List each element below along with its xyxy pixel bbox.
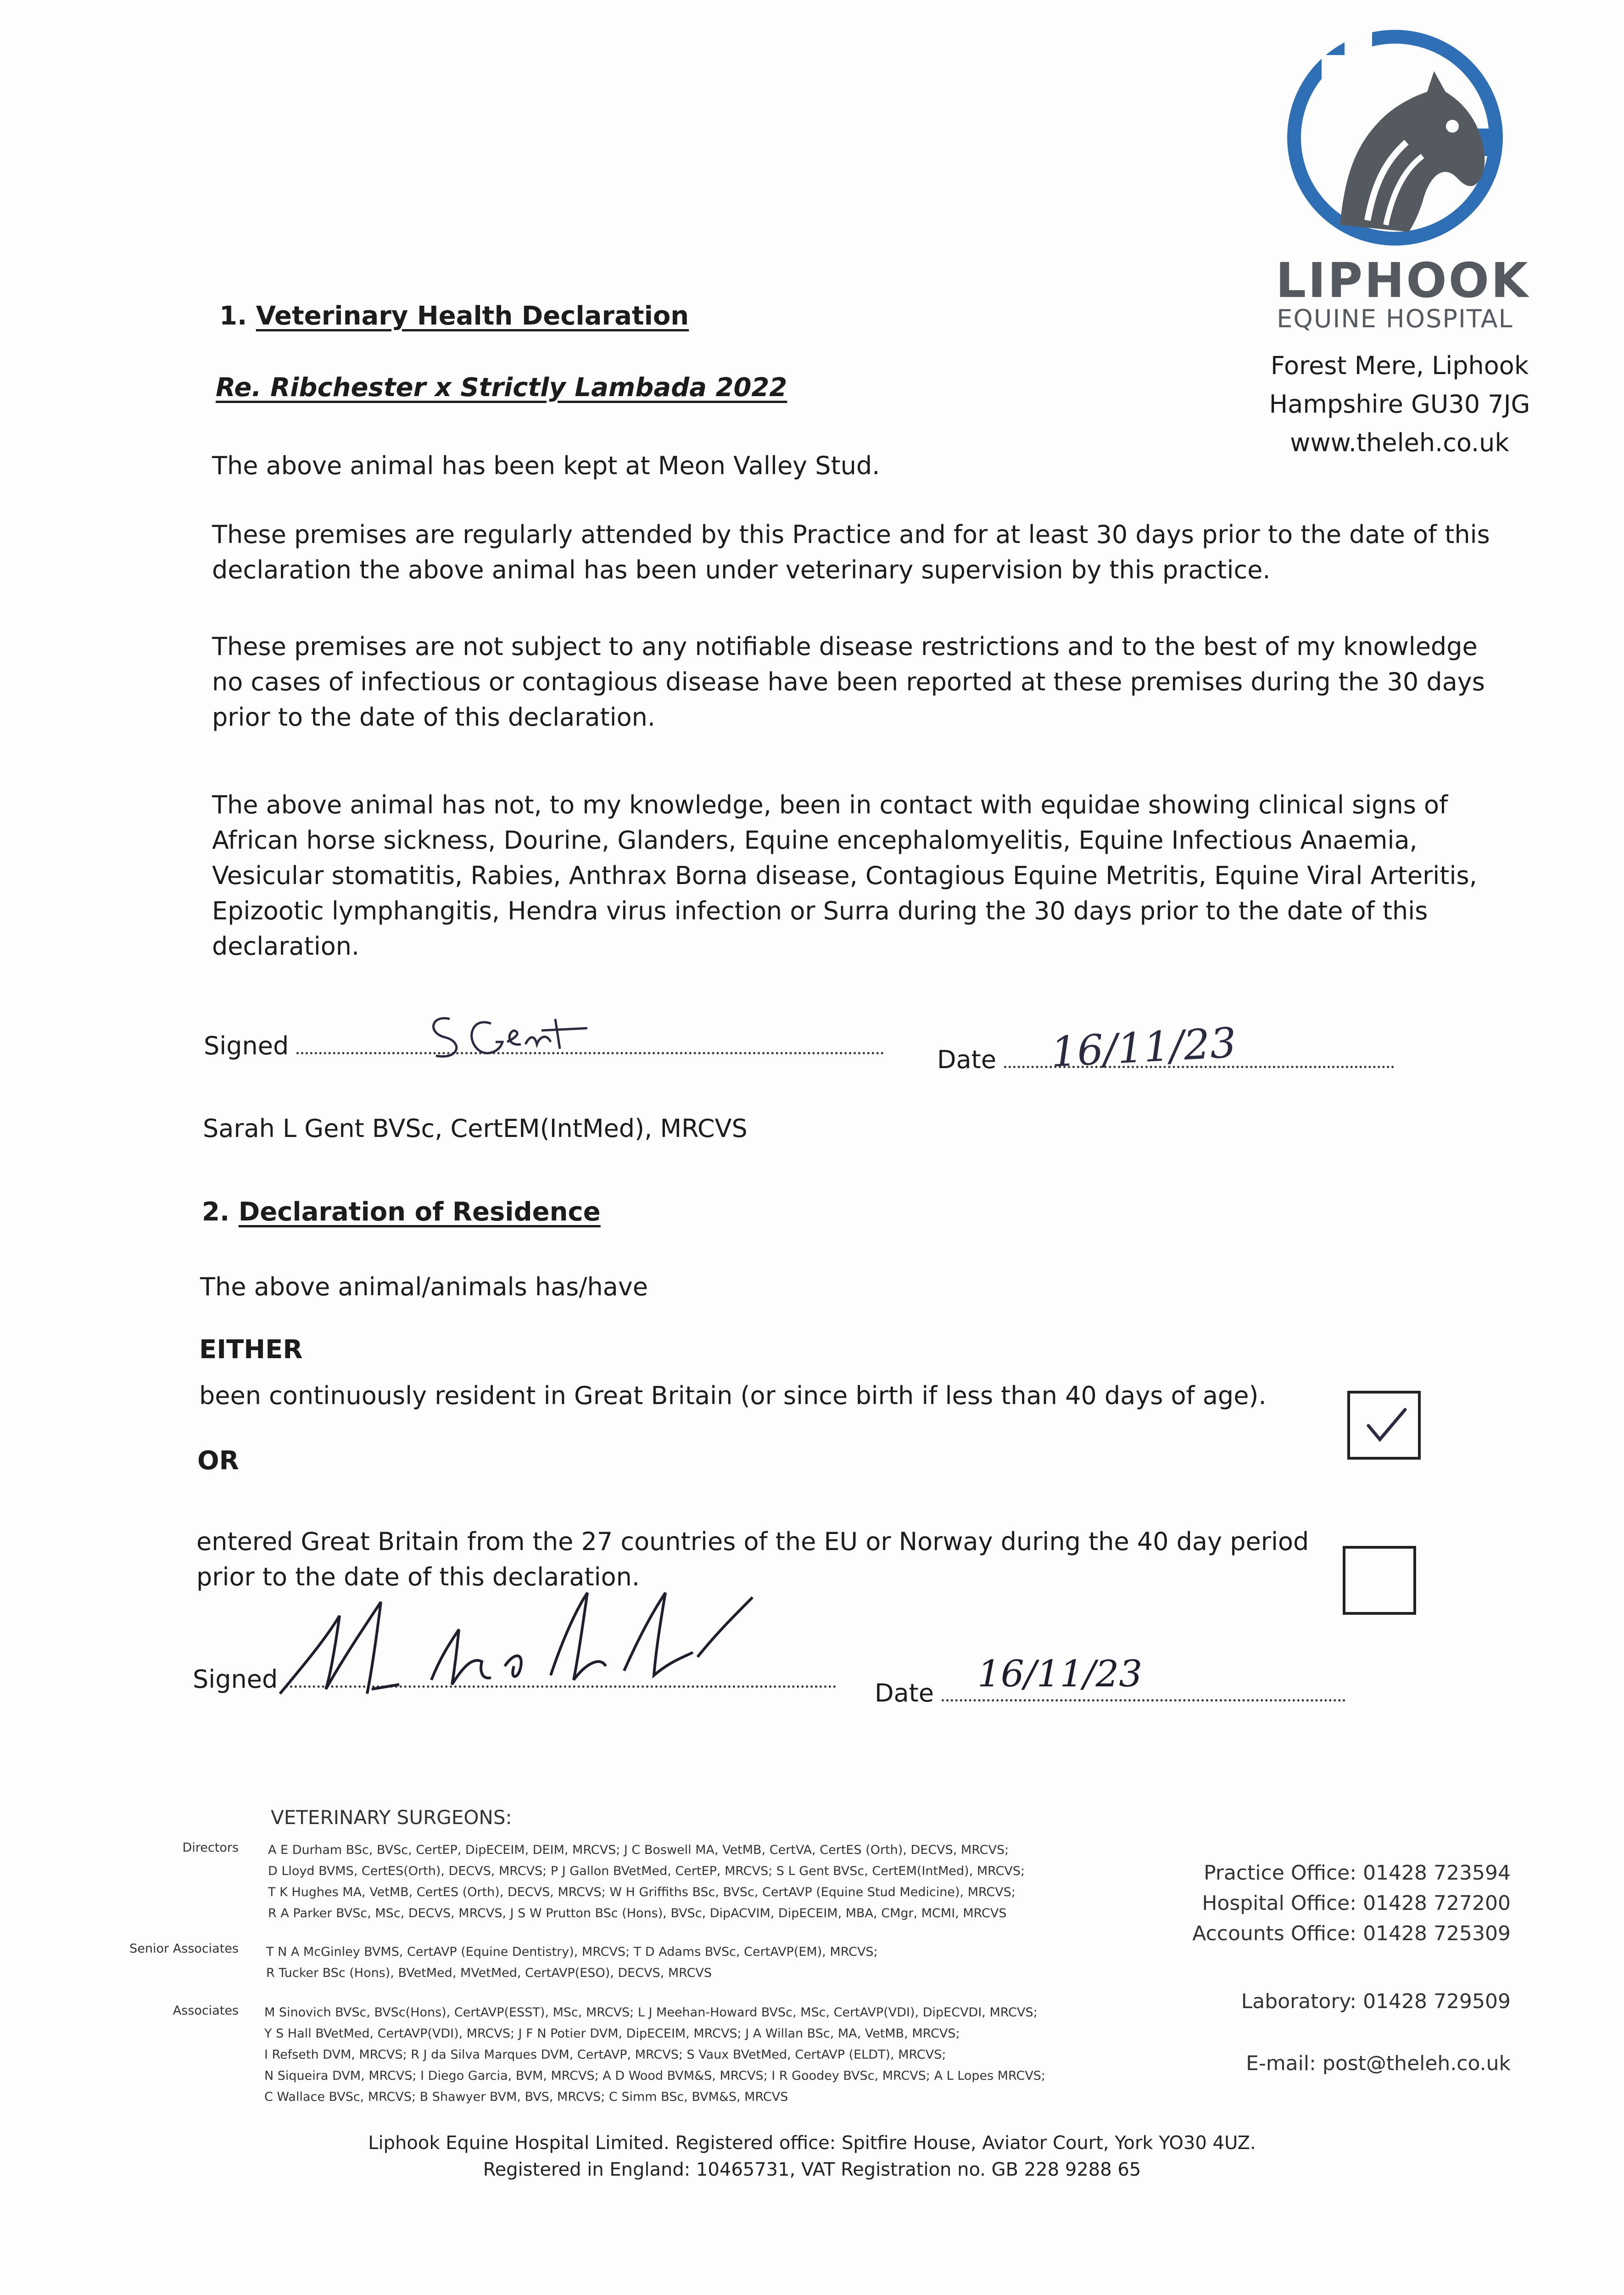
directors-label: Directors [182, 1841, 239, 1855]
section-2-heading [202, 1197, 601, 1227]
company-line-1: Liphook Equine Hospital Limited. Registered office: Spitfire House, Aviator Court, York YO30 4UZ. [368, 2133, 1256, 2154]
option-entered-from-eu: entered Great Britain from the 27 countries of the EU or Norway during the 40 day period prior to the date of this declaration. [196, 1527, 1309, 1591]
date-label: Date [937, 1045, 997, 1074]
or-label: OR [197, 1446, 239, 1476]
section-title: Veterinary Health Declaration [256, 301, 689, 331]
accounts-office: Accounts Office: 01428 725309 [1192, 1922, 1511, 1945]
paragraph-supervision: These premises are regularly attended by this Practice and for at least 30 days prior to the date of this declaration the above animal has been under veterinary supervision by this practice. [212, 520, 1490, 584]
vet-name: Sarah L Gent BVSc, CertEM(IntMed), MRCVS [203, 1114, 748, 1143]
associates-line: C Wallace BVSc, MRCVS; B Shawyer BVM, BVS, MRCVS; C Simm BSc, BVM&S, MRCVS [264, 2090, 788, 2104]
directors-list [268, 1840, 1025, 1924]
hospital-office: Hospital Office: 01428 727200 [1202, 1892, 1511, 1915]
signed-label: Signed [204, 1031, 289, 1060]
date-label: Date [875, 1679, 934, 1707]
checkbox-entered-from-eu[interactable] [1343, 1546, 1416, 1615]
checkbox-continuous-residence[interactable] [1347, 1391, 1421, 1460]
owner-signature [266, 1574, 798, 1712]
address-link[interactable]: www.theleh.co.uk [1290, 428, 1509, 457]
surgeons-heading: VETERINARY SURGEONS: [271, 1806, 512, 1829]
option-continuous-residence: been continuously resident in Great Britain (or since birth if less than 40 days of age). [199, 1381, 1267, 1410]
section-number: 2. [202, 1197, 230, 1227]
senior-associates-label: Senior Associates [129, 1942, 239, 1956]
paragraph-restrictions: These premises are not subject to any notifiable disease restrictions and to the best of my knowledge no cases of infectious or contagious disease have been reported at these premises during the 30 days prior to the date of this declaration. [212, 632, 1485, 732]
practice-office: Practice Office: 01428 723594 [1204, 1861, 1511, 1885]
date-value-1: 16/11/23 [1049, 1019, 1238, 1077]
directors-line: A E Durham BSc, BVSc, CertEP, DipECEIM, DEIM, MRCVS; J C Boswell MA, VetMB, CertVA, CertES (Orth), DECVS, MRCVS; [268, 1843, 1009, 1857]
laboratory-contact: Laboratory: 01428 729509 [1241, 1990, 1511, 2013]
date-value-2: 16/11/23 [977, 1652, 1143, 1695]
check-mark-icon [1350, 1394, 1419, 1458]
vet-signature [422, 1005, 606, 1069]
section-title: Declaration of Residence [238, 1197, 601, 1227]
associates-line: I Refseth DVM, MRCVS; R J da Silva Marques DVM, CertAVP, MRCVS; S Vaux BVetMed, CertAVP (ELDT), MRCVS; [264, 2048, 946, 2062]
directors-line: D Lloyd BVMS, CertES(Orth), DECVS, MRCVS; P J Gallon BVetMed, CertEP, MRCVS; S L Gent BVSc, CertEM(IntMed), MRCVS; [268, 1864, 1025, 1878]
associates-label: Associates [173, 2004, 239, 2018]
associates-list [264, 2002, 1045, 2108]
office-contacts [1192, 1858, 1511, 1949]
either-label: EITHER [199, 1335, 303, 1365]
re-line: Re. Ribchester x Strictly Lambada 2022 [216, 373, 787, 403]
company-info [0, 2130, 1624, 2183]
paragraph-kept-at: The above animal has been kept at Meon Valley Stud. [212, 451, 880, 480]
logo [1276, 28, 1530, 333]
senior-line: R Tucker BSc (Hons), BVetMed, MVetMed, CertAVP(ESO), DECVS, MRCVS [266, 1966, 712, 1980]
logo-subtitle: EQUINE HOSPITAL [1277, 304, 1513, 333]
signed-label: Signed [193, 1665, 278, 1694]
associates-line: N Siqueira DVM, MRCVS; I Diego Garcia, BVM, MRCVS; A D Wood BVM&S, MRCVS; I R Goodey BVSc, MRCVS; A L Lopes MRCVS; [264, 2069, 1046, 2083]
horse-head-logo-icon [1276, 28, 1514, 257]
associates-line: M Sinovich BVSc, BVSc(Hons), CertAVP(ESST), MSc, MRCVS; L J Meehan-Howard BVSc, MSc, CertAVP(VDI), DipECVDI, MRCVS; [264, 2005, 1038, 2020]
company-line-2: Registered in England: 10465731, VAT Registration no. GB 228 9288 65 [483, 2159, 1141, 2180]
section-number: 1. [219, 301, 247, 331]
logo-name: LIPHOOK [1276, 252, 1530, 308]
section-1-heading [219, 301, 689, 331]
directors-line: R A Parker BVSc, MSc, DECVS, MRCVS, J S W Prutton BSc (Hons), BVSc, DipACVIM, DipECEIM, MBA, CMgr, MCMI, MRCVS [268, 1906, 1007, 1920]
senior-line: T N A McGinley BVMS, CertAVP (Equine Dentistry), MRCVS; T D Adams BVSc, CertAVP(EM), MRCVS; [266, 1945, 878, 1959]
paragraph-disease-contact: The above animal has not, to my knowledge, been in contact with equidae showing clinical signs of African horse sickness, Dourine, Glanders, Equine encephalomyelitis, Equine Infectious Anaemia, Vesicular stomatitis, Rabies, Anthrax Borna disease, Contagious Equine Metritis, Equine Viral Arteritis, Epizootic lymphangitis, Hendra virus infection or Surra during the 30 days prior to the date of this declaration. [212, 790, 1477, 961]
address-line: Hampshire GU30 7JG [1269, 390, 1530, 419]
senior-associates-list [266, 1942, 878, 1984]
directors-line: T K Hughes MA, VetMB, CertES (Orth), DECVS, MRCVS; W H Griffiths BSc, BVSc, CertAVP (Equine Stud Medicine), MRCVS; [268, 1885, 1016, 1899]
practice-address [1211, 347, 1588, 462]
residence-intro: The above animal/animals has/have [200, 1272, 648, 1301]
email-contact[interactable]: E-mail: post@theleh.co.uk [1246, 2052, 1511, 2075]
associates-line: Y S Hall BVetMed, CertAVP(VDI), MRCVS; J F N Potier DVM, DipECEIM, MRCVS; J A Willan BSc, MA, VetMB, MRCVS; [264, 2026, 960, 2041]
address-line: Forest Mere, Liphook [1270, 351, 1529, 380]
